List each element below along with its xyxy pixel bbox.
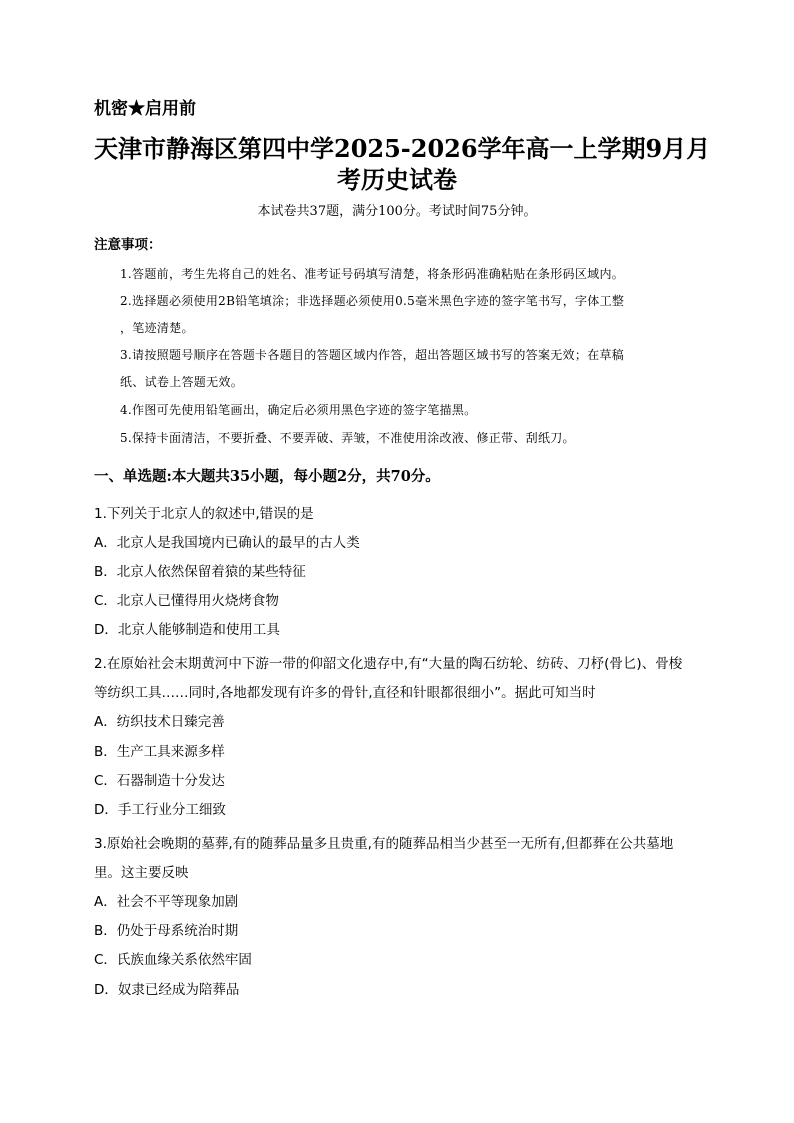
notice-item: 纸、试卷上答题无效。	[120, 375, 244, 389]
exam-title-line-1: 天津市静海区第四中学2025-2026学年高一上学期9月月	[94, 134, 711, 163]
notice-heading: 注意事项：	[94, 237, 162, 253]
notice-item: 2.选择题必须使用2B铅笔填涂；非选择题必须使用0.5毫米黑色字迹的签字笔书写，字体工整	[120, 294, 625, 308]
option-a: A．北京人是我国境内已确认的最早的古人类	[94, 535, 360, 551]
question-stem: 3.原始社会晚期的墓葬,有的随葬品量多且贵重,有的随葬品相当少甚至一无所有,但都葬在公共墓地	[94, 836, 674, 852]
option-c: C．北京人已懂得用火烧烤食物	[94, 593, 279, 609]
option-d: D．奴隶已经成为陪葬品	[94, 982, 240, 998]
question-stem: 2.在原始社会末期黄河中下游一带的仰韶文化遗存中,有“大量的陶石纺轮、纺砖、刀杼(骨匕)、骨梭	[94, 656, 683, 672]
question-stem: 1.下列关于北京人的叙述中,错误的是	[94, 506, 314, 522]
question-stem: 里。这主要反映	[94, 865, 189, 881]
option-a: A．纺织技术日臻完善	[94, 714, 225, 730]
option-b: B．仍处于母系统治时期	[94, 923, 239, 939]
option-b: B．北京人依然保留着猿的某些特征	[94, 564, 306, 580]
confidential-label: 机密★启用前	[94, 99, 196, 119]
option-d: D．北京人能够制造和使用工具	[94, 622, 280, 638]
notice-item: 1.答题前，考生先将自己的姓名、准考证号码填写清楚，将条形码准确粘贴在条形码区域内。	[120, 267, 625, 281]
question-stem: 等纺织工具……同时,各地都发现有许多的骨针,直径和针眼都很细小”。据此可知当时	[94, 685, 596, 701]
notice-item: 5.保持卡面清洁，不要折叠、不要弄破、弄皱，不准使用涂改液、修正带、刮纸刀。	[120, 431, 575, 445]
option-d: D．手工行业分工细致	[94, 802, 226, 818]
notice-item: 3.请按照题号顺序在答题卡各题目的答题区域内作答，超出答题区域书写的答案无效；在草稿	[120, 348, 625, 362]
exam-info: 本试卷共37题，满分100分。考试时间75分钟。	[257, 204, 537, 219]
option-a: A．社会不平等现象加剧	[94, 894, 239, 910]
notice-item: ，笔迹清楚。	[120, 321, 194, 335]
exam-title-line-2: 考历史试卷	[337, 165, 457, 194]
section-title: 一、单选题:本大题共35小题，每小题2分，共70分。	[94, 468, 440, 485]
option-c: C．氏族血缘关系依然牢固	[94, 952, 252, 968]
option-b: B．生产工具来源多样	[94, 744, 225, 760]
option-c: C．石器制造十分发达	[94, 773, 225, 789]
notice-item: 4.作图可先使用铅笔画出，确定后必须用黑色字迹的签字笔描黑。	[120, 403, 477, 417]
